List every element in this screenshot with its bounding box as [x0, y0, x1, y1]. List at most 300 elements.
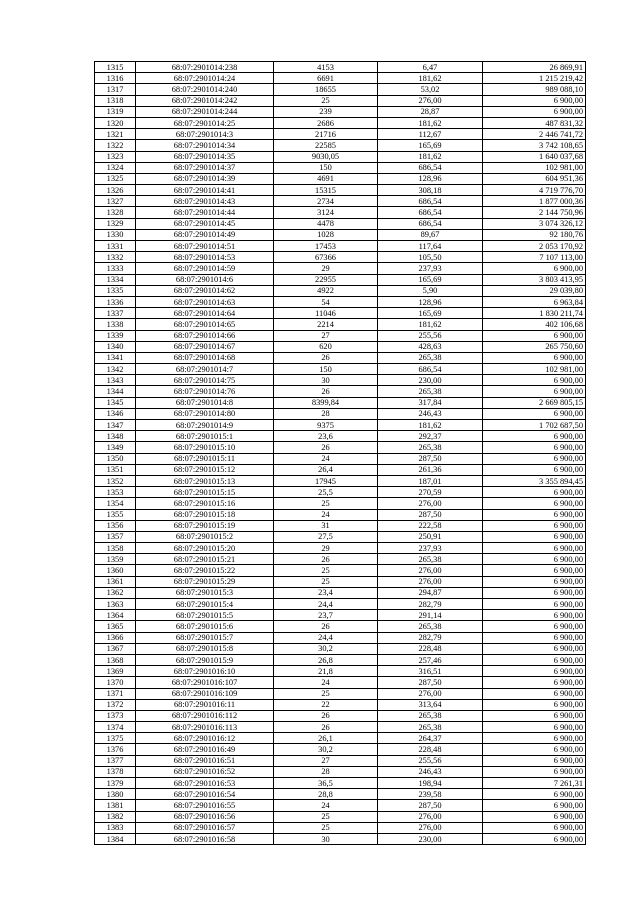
area-cell: 27 [274, 330, 378, 341]
specific-value-cell: 239,58 [378, 789, 483, 800]
row-number-cell: 1357 [95, 531, 136, 542]
table-row [95, 610, 586, 621]
specific-value-cell: 257,46 [378, 654, 483, 665]
specific-value-cell: 282,79 [378, 599, 483, 610]
cadastral-value-cell: 92 180,76 [483, 229, 586, 240]
cadastral-number-cell: 68:07:2901015:12 [136, 464, 274, 475]
cadastral-number-cell: 68:07:2901015:6 [136, 621, 274, 632]
area-cell: 26,1 [274, 733, 378, 744]
cadastral-value-cell: 6 900,00 [483, 722, 586, 733]
area-cell: 620 [274, 341, 378, 352]
cadastral-value-cell: 6 900,00 [483, 688, 586, 699]
row-number-cell: 1377 [95, 755, 136, 766]
cadastral-value-cell: 2 669 805,15 [483, 397, 586, 408]
cadastral-value-cell: 3 355 894,45 [483, 475, 586, 486]
cadastral-number-cell: 68:07:2901016:11 [136, 699, 274, 710]
cadastral-value-cell: 6 900,00 [483, 352, 586, 363]
specific-value-cell: 181,62 [378, 420, 483, 431]
row-number-cell: 1336 [95, 296, 136, 307]
specific-value-cell: 276,00 [378, 565, 483, 576]
specific-value-cell: 6,47 [378, 62, 483, 73]
row-number-cell: 1373 [95, 710, 136, 721]
cadastral-value-table [94, 61, 586, 845]
row-number-cell: 1353 [95, 487, 136, 498]
cadastral-number-cell: 68:07:2901016:10 [136, 666, 274, 677]
area-cell: 30 [274, 375, 378, 386]
cadastral-number-cell: 68:07:2901016:55 [136, 800, 274, 811]
cadastral-value-cell: 7 107 113,00 [483, 252, 586, 263]
table-row [95, 129, 586, 140]
cadastral-value-cell: 6 900,00 [483, 766, 586, 777]
area-cell: 15315 [274, 185, 378, 196]
specific-value-cell: 165,69 [378, 274, 483, 285]
specific-value-cell: 291,14 [378, 610, 483, 621]
specific-value-cell: 128,96 [378, 173, 483, 184]
row-number-cell: 1382 [95, 811, 136, 822]
cadastral-number-cell: 68:07:2901015:10 [136, 442, 274, 453]
specific-value-cell: 230,00 [378, 833, 483, 844]
specific-value-cell: 181,62 [378, 319, 483, 330]
cadastral-number-cell: 68:07:2901014:238 [136, 62, 274, 73]
cadastral-value-cell: 265 750,60 [483, 341, 586, 352]
specific-value-cell: 181,62 [378, 117, 483, 128]
row-number-cell: 1384 [95, 833, 136, 844]
row-number-cell: 1369 [95, 666, 136, 677]
cadastral-number-cell: 68:07:2901016:112 [136, 710, 274, 721]
cadastral-number-cell: 68:07:2901016:56 [136, 811, 274, 822]
table-row [95, 106, 586, 117]
row-number-cell: 1322 [95, 140, 136, 151]
specific-value-cell: 276,00 [378, 822, 483, 833]
cadastral-number-cell: 68:07:2901014:24 [136, 73, 274, 84]
cadastral-number-cell: 68:07:2901014:37 [136, 162, 274, 173]
cadastral-number-cell: 68:07:2901014:49 [136, 229, 274, 240]
table-row [95, 263, 586, 274]
specific-value-cell: 28,87 [378, 106, 483, 117]
row-number-cell: 1348 [95, 431, 136, 442]
cadastral-number-cell: 68:07:2901015:7 [136, 632, 274, 643]
table-row [95, 285, 586, 296]
cadastral-value-cell: 6 900,00 [483, 330, 586, 341]
row-number-cell: 1374 [95, 722, 136, 733]
cadastral-value-cell: 6 900,00 [483, 699, 586, 710]
area-cell: 21,8 [274, 666, 378, 677]
area-cell: 26 [274, 352, 378, 363]
specific-value-cell: 228,48 [378, 744, 483, 755]
table-row [95, 364, 586, 375]
table-row [95, 420, 586, 431]
table-row [95, 554, 586, 565]
cadastral-value-cell: 6 900,00 [483, 666, 586, 677]
area-cell: 25,5 [274, 487, 378, 498]
table-row [95, 710, 586, 721]
cadastral-value-cell: 6 900,00 [483, 263, 586, 274]
cadastral-value-cell: 6 900,00 [483, 554, 586, 565]
row-number-cell: 1323 [95, 151, 136, 162]
cadastral-number-cell: 68:07:2901014:7 [136, 364, 274, 375]
specific-value-cell: 686,54 [378, 364, 483, 375]
cadastral-number-cell: 68:07:2901016:52 [136, 766, 274, 777]
table-row [95, 543, 586, 554]
cadastral-number-cell: 68:07:2901014:240 [136, 84, 274, 95]
row-number-cell: 1361 [95, 576, 136, 587]
table-body [95, 62, 586, 845]
cadastral-number-cell: 68:07:2901015:19 [136, 520, 274, 531]
specific-value-cell: 292,37 [378, 431, 483, 442]
table-row [95, 229, 586, 240]
specific-value-cell: 255,56 [378, 330, 483, 341]
row-number-cell: 1351 [95, 464, 136, 475]
table-row [95, 833, 586, 844]
row-number-cell: 1325 [95, 173, 136, 184]
area-cell: 17453 [274, 241, 378, 252]
cadastral-number-cell: 68:07:2901015:21 [136, 554, 274, 565]
table-row [95, 151, 586, 162]
table-row [95, 587, 586, 598]
area-cell: 28 [274, 766, 378, 777]
table-row [95, 341, 586, 352]
table-row [95, 308, 586, 319]
cadastral-number-cell: 68:07:2901014:75 [136, 375, 274, 386]
row-number-cell: 1332 [95, 252, 136, 263]
table-row [95, 565, 586, 576]
specific-value-cell: 294,87 [378, 587, 483, 598]
row-number-cell: 1331 [95, 241, 136, 252]
specific-value-cell: 112,67 [378, 129, 483, 140]
specific-value-cell: 117,64 [378, 241, 483, 252]
cadastral-number-cell: 68:07:2901015:4 [136, 599, 274, 610]
row-number-cell: 1367 [95, 643, 136, 654]
area-cell: 4478 [274, 218, 378, 229]
specific-value-cell: 686,54 [378, 207, 483, 218]
row-number-cell: 1383 [95, 822, 136, 833]
row-number-cell: 1368 [95, 654, 136, 665]
specific-value-cell: 264,37 [378, 733, 483, 744]
row-number-cell: 1334 [95, 274, 136, 285]
area-cell: 25 [274, 811, 378, 822]
row-number-cell: 1333 [95, 263, 136, 274]
cadastral-value-cell: 6 900,00 [483, 744, 586, 755]
table-row [95, 643, 586, 654]
area-cell: 26 [274, 710, 378, 721]
cadastral-number-cell: 68:07:2901014:9 [136, 420, 274, 431]
cadastral-value-cell: 29 039,80 [483, 285, 586, 296]
table-row [95, 319, 586, 330]
cadastral-value-cell: 6 900,00 [483, 386, 586, 397]
row-number-cell: 1347 [95, 420, 136, 431]
area-cell: 9030,05 [274, 151, 378, 162]
cadastral-value-cell: 6 900,00 [483, 654, 586, 665]
area-cell: 25 [274, 822, 378, 833]
table-row [95, 73, 586, 84]
table-row [95, 654, 586, 665]
cadastral-value-cell: 102 981,00 [483, 162, 586, 173]
table-row [95, 498, 586, 509]
cadastral-number-cell: 68:07:2901014:67 [136, 341, 274, 352]
specific-value-cell: 265,38 [378, 554, 483, 565]
table-row [95, 386, 586, 397]
specific-value-cell: 246,43 [378, 408, 483, 419]
cadastral-value-cell: 1 877 000,36 [483, 196, 586, 207]
row-number-cell: 1335 [95, 285, 136, 296]
area-cell: 25 [274, 576, 378, 587]
table-row [95, 487, 586, 498]
cadastral-number-cell: 68:07:2901015:15 [136, 487, 274, 498]
specific-value-cell: 265,38 [378, 710, 483, 721]
specific-value-cell: 287,50 [378, 800, 483, 811]
cadastral-value-cell: 6 900,00 [483, 375, 586, 386]
area-cell: 24 [274, 677, 378, 688]
cadastral-number-cell: 68:07:2901014:8 [136, 397, 274, 408]
cadastral-number-cell: 68:07:2901016:113 [136, 722, 274, 733]
table-row [95, 375, 586, 386]
area-cell: 4153 [274, 62, 378, 73]
table-row [95, 218, 586, 229]
cadastral-number-cell: 68:07:2901014:3 [136, 129, 274, 140]
area-cell: 21716 [274, 129, 378, 140]
cadastral-number-cell: 68:07:2901016:51 [136, 755, 274, 766]
cadastral-value-cell: 6 900,00 [483, 789, 586, 800]
area-cell: 54 [274, 296, 378, 307]
specific-value-cell: 313,64 [378, 699, 483, 710]
cadastral-value-cell: 1 215 219,42 [483, 73, 586, 84]
area-cell: 150 [274, 364, 378, 375]
cadastral-number-cell: 68:07:2901015:16 [136, 498, 274, 509]
table-row [95, 431, 586, 442]
row-number-cell: 1316 [95, 73, 136, 84]
area-cell: 27,5 [274, 531, 378, 542]
specific-value-cell: 181,62 [378, 151, 483, 162]
area-cell: 22955 [274, 274, 378, 285]
specific-value-cell: 237,93 [378, 543, 483, 554]
row-number-cell: 1352 [95, 475, 136, 486]
cadastral-number-cell: 68:07:2901015:11 [136, 453, 274, 464]
area-cell: 23,4 [274, 587, 378, 598]
row-number-cell: 1365 [95, 621, 136, 632]
cadastral-number-cell: 68:07:2901014:34 [136, 140, 274, 151]
cadastral-value-cell: 6 900,00 [483, 543, 586, 554]
area-cell: 29 [274, 543, 378, 554]
row-number-cell: 1339 [95, 330, 136, 341]
cadastral-value-cell: 6 900,00 [483, 587, 586, 598]
table-row [95, 666, 586, 677]
cadastral-value-cell: 6 900,00 [483, 800, 586, 811]
cadastral-value-cell: 6 900,00 [483, 599, 586, 610]
specific-value-cell: 265,38 [378, 621, 483, 632]
cadastral-value-cell: 6 963,84 [483, 296, 586, 307]
cadastral-number-cell: 68:07:2901014:6 [136, 274, 274, 285]
cadastral-number-cell: 68:07:2901014:51 [136, 241, 274, 252]
area-cell: 25 [274, 498, 378, 509]
cadastral-value-cell: 102 981,00 [483, 364, 586, 375]
table-row [95, 744, 586, 755]
row-number-cell: 1371 [95, 688, 136, 699]
row-number-cell: 1378 [95, 766, 136, 777]
specific-value-cell: 686,54 [378, 218, 483, 229]
specific-value-cell: 276,00 [378, 811, 483, 822]
cadastral-number-cell: 68:07:2901016:58 [136, 833, 274, 844]
specific-value-cell: 105,50 [378, 252, 483, 263]
area-cell: 36,5 [274, 778, 378, 789]
area-cell: 26,8 [274, 654, 378, 665]
area-cell: 17945 [274, 475, 378, 486]
table-row [95, 599, 586, 610]
table-row [95, 185, 586, 196]
row-number-cell: 1346 [95, 408, 136, 419]
cadastral-number-cell: 68:07:2901014:25 [136, 117, 274, 128]
cadastral-value-cell: 6 900,00 [483, 733, 586, 744]
area-cell: 26,4 [274, 464, 378, 475]
table-row [95, 509, 586, 520]
specific-value-cell: 276,00 [378, 576, 483, 587]
cadastral-value-cell: 6 900,00 [483, 431, 586, 442]
specific-value-cell: 287,50 [378, 677, 483, 688]
row-number-cell: 1343 [95, 375, 136, 386]
cadastral-number-cell: 68:07:2901014:64 [136, 308, 274, 319]
cadastral-number-cell: 68:07:2901015:5 [136, 610, 274, 621]
specific-value-cell: 686,54 [378, 162, 483, 173]
cadastral-number-cell: 68:07:2901014:68 [136, 352, 274, 363]
table-row [95, 699, 586, 710]
cadastral-value-cell: 6 900,00 [483, 811, 586, 822]
table-row [95, 677, 586, 688]
row-number-cell: 1341 [95, 352, 136, 363]
row-number-cell: 1320 [95, 117, 136, 128]
table-row [95, 621, 586, 632]
cadastral-value-cell: 6 900,00 [483, 487, 586, 498]
row-number-cell: 1372 [95, 699, 136, 710]
specific-value-cell: 282,79 [378, 632, 483, 643]
area-cell: 25 [274, 565, 378, 576]
specific-value-cell: 222,58 [378, 520, 483, 531]
cadastral-number-cell: 68:07:2901015:1 [136, 431, 274, 442]
cadastral-number-cell: 68:07:2901014:63 [136, 296, 274, 307]
specific-value-cell: 198,94 [378, 778, 483, 789]
table-row [95, 755, 586, 766]
area-cell: 26 [274, 442, 378, 453]
cadastral-number-cell: 68:07:2901014:244 [136, 106, 274, 117]
area-cell: 2686 [274, 117, 378, 128]
cadastral-number-cell: 68:07:2901015:2 [136, 531, 274, 542]
cadastral-value-cell: 1 702 687,50 [483, 420, 586, 431]
cadastral-value-cell: 3 074 326,12 [483, 218, 586, 229]
table-row [95, 296, 586, 307]
table-row [95, 811, 586, 822]
specific-value-cell: 181,62 [378, 73, 483, 84]
cadastral-value-cell: 6 900,00 [483, 621, 586, 632]
cadastral-value-cell: 26 869,91 [483, 62, 586, 73]
cadastral-value-cell: 3 742 108,65 [483, 140, 586, 151]
cadastral-number-cell: 68:07:2901016:107 [136, 677, 274, 688]
cadastral-value-cell: 6 900,00 [483, 442, 586, 453]
cadastral-number-cell: 68:07:2901014:45 [136, 218, 274, 229]
cadastral-value-cell: 402 106,68 [483, 319, 586, 330]
area-cell: 239 [274, 106, 378, 117]
specific-value-cell: 89,67 [378, 229, 483, 240]
area-cell: 23,7 [274, 610, 378, 621]
area-cell: 2734 [274, 196, 378, 207]
specific-value-cell: 165,69 [378, 140, 483, 151]
cadastral-number-cell: 68:07:2901014:66 [136, 330, 274, 341]
area-cell: 28,8 [274, 789, 378, 800]
row-number-cell: 1360 [95, 565, 136, 576]
row-number-cell: 1349 [95, 442, 136, 453]
row-number-cell: 1355 [95, 509, 136, 520]
specific-value-cell: 5,90 [378, 285, 483, 296]
row-number-cell: 1362 [95, 587, 136, 598]
cadastral-value-cell: 1 830 211,74 [483, 308, 586, 319]
specific-value-cell: 270,59 [378, 487, 483, 498]
specific-value-cell: 265,38 [378, 722, 483, 733]
area-cell: 27 [274, 755, 378, 766]
area-cell: 6691 [274, 73, 378, 84]
row-number-cell: 1350 [95, 453, 136, 464]
specific-value-cell: 230,00 [378, 375, 483, 386]
table-row [95, 84, 586, 95]
row-number-cell: 1326 [95, 185, 136, 196]
specific-value-cell: 287,50 [378, 509, 483, 520]
cadastral-value-cell: 6 900,00 [483, 408, 586, 419]
specific-value-cell: 228,48 [378, 643, 483, 654]
row-number-cell: 1330 [95, 229, 136, 240]
row-number-cell: 1337 [95, 308, 136, 319]
area-cell: 26 [274, 554, 378, 565]
table-row [95, 95, 586, 106]
specific-value-cell: 187,01 [378, 475, 483, 486]
specific-value-cell: 53,02 [378, 84, 483, 95]
cadastral-value-cell: 2 053 170,92 [483, 241, 586, 252]
area-cell: 4922 [274, 285, 378, 296]
specific-value-cell: 308,18 [378, 185, 483, 196]
area-cell: 3124 [274, 207, 378, 218]
cadastral-value-cell: 1 640 037,68 [483, 151, 586, 162]
cadastral-value-cell: 3 803 413,95 [483, 274, 586, 285]
table-row [95, 408, 586, 419]
area-cell: 67366 [274, 252, 378, 263]
table-row [95, 397, 586, 408]
area-cell: 18655 [274, 84, 378, 95]
specific-value-cell: 261,36 [378, 464, 483, 475]
row-number-cell: 1318 [95, 95, 136, 106]
table-row [95, 252, 586, 263]
table-row [95, 207, 586, 218]
cadastral-value-cell: 6 900,00 [483, 565, 586, 576]
area-cell: 30,2 [274, 744, 378, 755]
cadastral-value-cell: 6 900,00 [483, 106, 586, 117]
area-cell: 22 [274, 699, 378, 710]
area-cell: 8399,84 [274, 397, 378, 408]
cadastral-number-cell: 68:07:2901015:13 [136, 475, 274, 486]
cadastral-number-cell: 68:07:2901015:18 [136, 509, 274, 520]
cadastral-number-cell: 68:07:2901015:8 [136, 643, 274, 654]
row-number-cell: 1329 [95, 218, 136, 229]
specific-value-cell: 276,00 [378, 95, 483, 106]
table-row [95, 464, 586, 475]
table-row [95, 196, 586, 207]
cadastral-number-cell: 68:07:2901014:76 [136, 386, 274, 397]
area-cell: 2214 [274, 319, 378, 330]
cadastral-value-cell: 4 719 776,70 [483, 185, 586, 196]
cadastral-value-cell: 6 900,00 [483, 822, 586, 833]
area-cell: 22585 [274, 140, 378, 151]
row-number-cell: 1328 [95, 207, 136, 218]
cadastral-value-cell: 6 900,00 [483, 498, 586, 509]
table-row [95, 173, 586, 184]
table-row [95, 766, 586, 777]
cadastral-value-cell: 6 900,00 [483, 632, 586, 643]
row-number-cell: 1342 [95, 364, 136, 375]
table-row [95, 722, 586, 733]
